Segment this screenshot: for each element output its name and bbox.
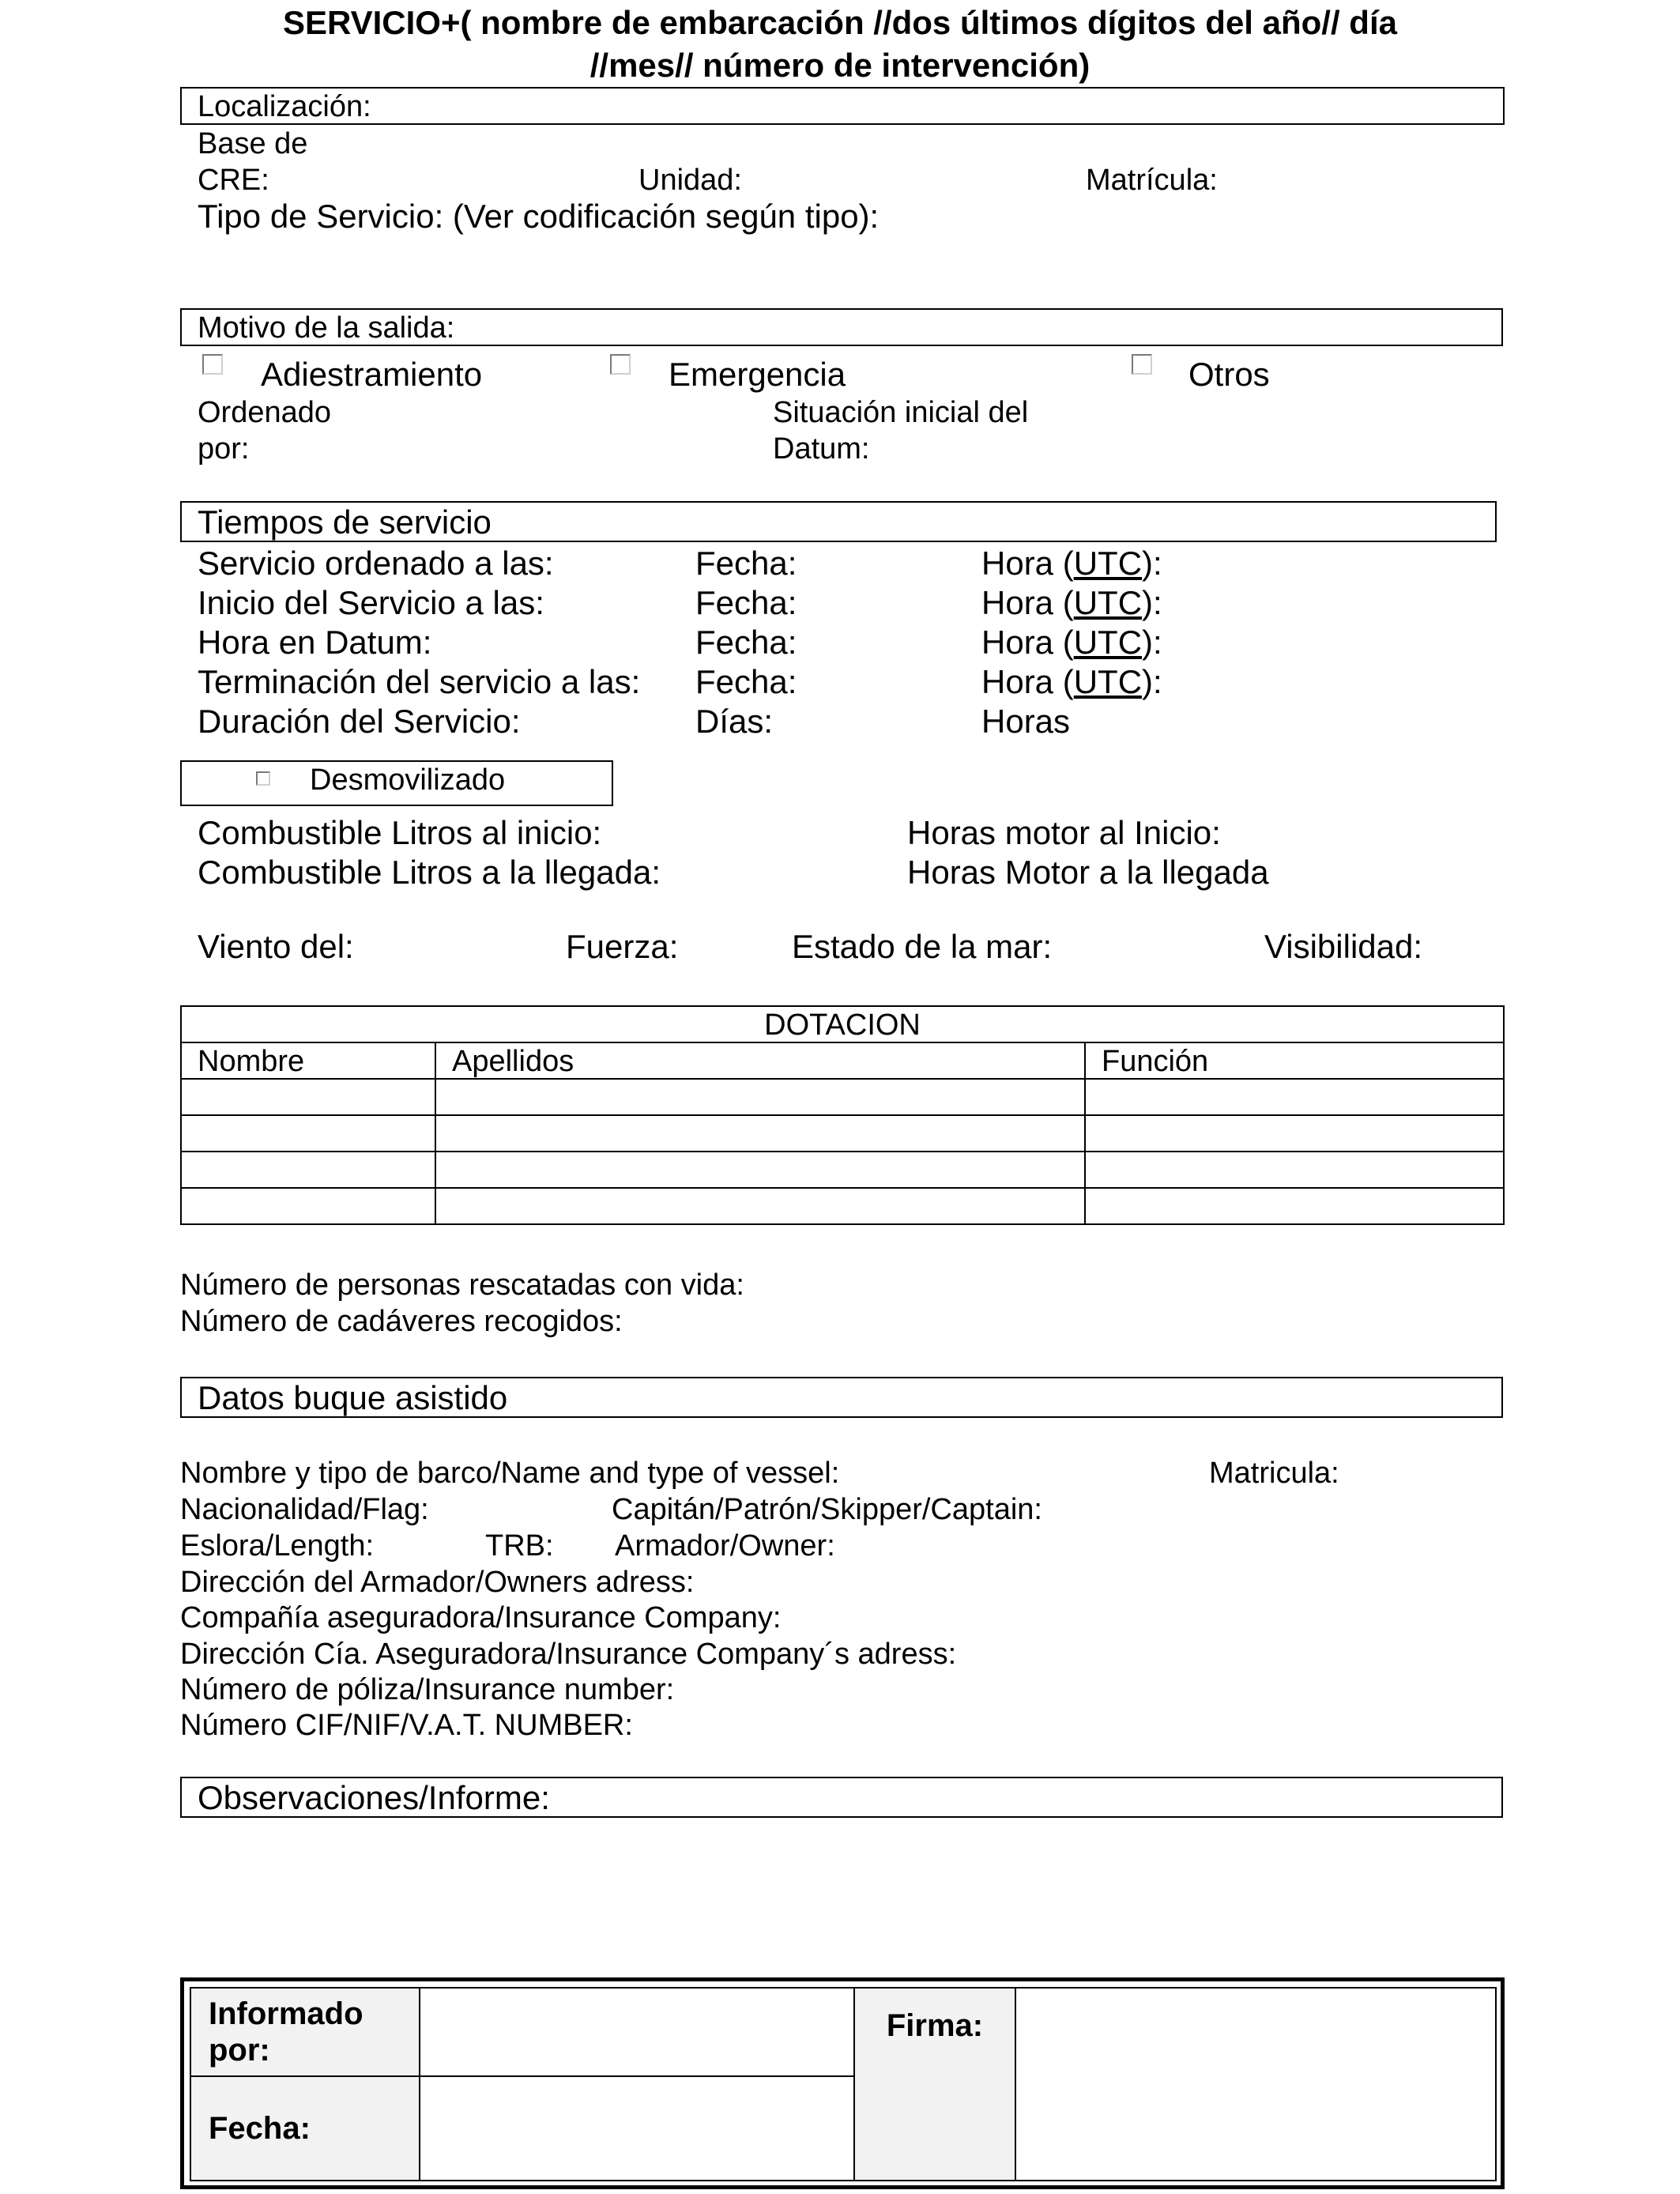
emergencia-label: Emergencia (669, 356, 846, 393)
aseguradora-label: Compañía aseguradora/Insurance Company: (180, 1601, 782, 1634)
combustible-llegada-label: Combustible Litros a la llegada: (198, 854, 661, 891)
table-cell[interactable] (181, 1188, 435, 1224)
otros-checkbox[interactable] (1132, 354, 1152, 375)
table-cell[interactable] (435, 1115, 1085, 1152)
localizacion-header-box (180, 87, 1505, 125)
table-cell[interactable] (181, 1079, 435, 1115)
signature-row (190, 1988, 1496, 2076)
adiestramiento-label: Adiestramiento (261, 356, 483, 393)
capitan-label: Capitán/Patrón/Skipper/Captain: (612, 1493, 1042, 1526)
dotacion-title: DOTACION (181, 1006, 1504, 1042)
cif-label: Número CIF/NIF/V.A.T. NUMBER: (180, 1709, 633, 1742)
duracion-horas: Horas (981, 703, 1071, 740)
tiempos-header: Tiempos de servicio (198, 503, 492, 541)
ordenado-label-line2: por: (198, 432, 250, 466)
column-header-funcion: Función (1085, 1042, 1504, 1079)
informado-input[interactable] (420, 1988, 854, 2076)
tiempo-row-fecha: Fecha: (695, 663, 797, 700)
table-cell[interactable] (1085, 1079, 1504, 1115)
table-cell[interactable] (1085, 1115, 1504, 1152)
informado-label-line1: Informado (209, 1996, 363, 2031)
informado-label-line2: por: (209, 2033, 270, 2068)
tiempo-row-hora: Hora (UTC): (981, 584, 1162, 621)
table-cell[interactable] (435, 1152, 1085, 1188)
nacionalidad-label: Nacionalidad/Flag: (180, 1493, 429, 1526)
fuerza-label: Fuerza: (566, 928, 679, 965)
tiempo-row-hora: Hora (UTC): (981, 624, 1162, 661)
informado-label-cell (190, 1988, 420, 2076)
tiempo-row-label: Hora en Datum: (198, 624, 432, 661)
cadaveres-label: Número de cadáveres recogidos: (180, 1305, 623, 1338)
trb-label: TRB: (485, 1529, 554, 1563)
rescatadas-label: Número de personas rescatadas con vida: (180, 1269, 744, 1302)
table-cell[interactable] (1085, 1152, 1504, 1188)
observaciones-header: Observaciones/Informe: (198, 1779, 550, 1816)
table-cell[interactable] (435, 1188, 1085, 1224)
ordenado-label-line1: Ordenado (198, 396, 332, 429)
horas-motor-inicio-label: Horas motor al Inicio: (907, 814, 1221, 851)
fecha-label: Fecha: (209, 2111, 311, 2146)
dir-aseguradora-label: Dirección Cía. Aseguradora/Insurance Company´s adress: (180, 1638, 957, 1671)
firma-label: Firma: (886, 2008, 984, 2043)
tiempo-row-fecha: Fecha: (695, 624, 797, 661)
armador-label: Armador/Owner: (615, 1529, 835, 1563)
desmovilizado-label: Desmovilizado (310, 763, 506, 797)
fecha-input[interactable] (420, 2076, 854, 2181)
situacion-label-line1: Situación inicial del (773, 396, 1029, 429)
table-cell[interactable] (435, 1079, 1085, 1115)
motivo-divider-emergencia (605, 345, 669, 346)
horas-motor-llegada-label: Horas Motor a la llegada (907, 854, 1269, 891)
column-header-nombre: Nombre (181, 1042, 435, 1079)
tipo-servicio-label: Tipo de Servicio: (Ver codificación según tipo): (198, 198, 880, 235)
table-cell[interactable] (181, 1152, 435, 1188)
poliza-label: Número de póliza/Insurance number: (180, 1673, 675, 1706)
situacion-label-line2: Datum: (773, 432, 870, 466)
matricula-label: Matrícula: (1086, 164, 1218, 197)
form-title-line2: //mes// número de intervención) (590, 47, 1090, 84)
tiempo-row-label: Terminación del servicio a las: (198, 663, 641, 700)
buque-matricula-label: Matricula: (1209, 1457, 1339, 1490)
buque-header: Datos buque asistido (198, 1379, 508, 1416)
base-cre-label-line1: Base de (198, 127, 308, 160)
table-row (181, 1079, 1504, 1115)
duracion-dias: Días: (695, 703, 774, 740)
combustible-inicio-label: Combustible Litros al inicio: (198, 814, 602, 851)
estado-mar-label: Estado de la mar: (792, 928, 1053, 965)
dir-armador-label: Dirección del Armador/Owners adress: (180, 1566, 695, 1599)
tiempo-row-label: Inicio del Servicio a las: (198, 584, 544, 621)
table-cell[interactable] (1085, 1188, 1504, 1224)
otros-label: Otros (1188, 356, 1270, 393)
dotacion-title-row (181, 1006, 1504, 1042)
tiempo-row-hora: Hora (UTC): (981, 663, 1162, 700)
base-cre-label-line2: CRE: (198, 164, 269, 197)
unidad-label: Unidad: (638, 164, 742, 197)
fecha-label-cell (190, 2076, 420, 2181)
column-header-apellidos: Apellidos (435, 1042, 1085, 1079)
firma-input[interactable] (1015, 1988, 1496, 2181)
motivo-header: Motivo de la salida: (198, 311, 455, 345)
signature-table (190, 1987, 1497, 2181)
nombre-tipo-barco-label: Nombre y tipo de barco/Name and type of vessel: (180, 1457, 840, 1490)
adiestramiento-checkbox[interactable] (202, 354, 223, 375)
dotacion-header-row (181, 1042, 1504, 1079)
table-row (181, 1115, 1504, 1152)
form-title-line1: SERVICIO+( nombre de embarcación //dos últimos dígitos del año// día (283, 4, 1397, 41)
emergencia-checkbox[interactable] (610, 354, 631, 375)
motivo-divider-otros (1125, 345, 1188, 346)
table-row (181, 1152, 1504, 1188)
dotacion-table (180, 1005, 1505, 1225)
desmovilizado-checkbox[interactable] (256, 771, 270, 786)
tiempo-row-fecha: Fecha: (695, 545, 797, 582)
visibilidad-label: Visibilidad: (1264, 928, 1423, 965)
tiempo-row-label: Servicio ordenado a las: (198, 545, 554, 582)
localizacion-header: Localización: (198, 90, 371, 123)
tiempo-row-fecha: Fecha: (695, 584, 797, 621)
table-row (181, 1188, 1504, 1224)
table-cell[interactable] (181, 1115, 435, 1152)
viento-label: Viento del: (198, 928, 354, 965)
duracion-label: Duración del Servicio: (198, 703, 521, 740)
firma-label-cell (854, 1988, 1015, 2181)
eslora-label: Eslora/Length: (180, 1529, 375, 1563)
tiempo-row-hora: Hora (UTC): (981, 545, 1162, 582)
